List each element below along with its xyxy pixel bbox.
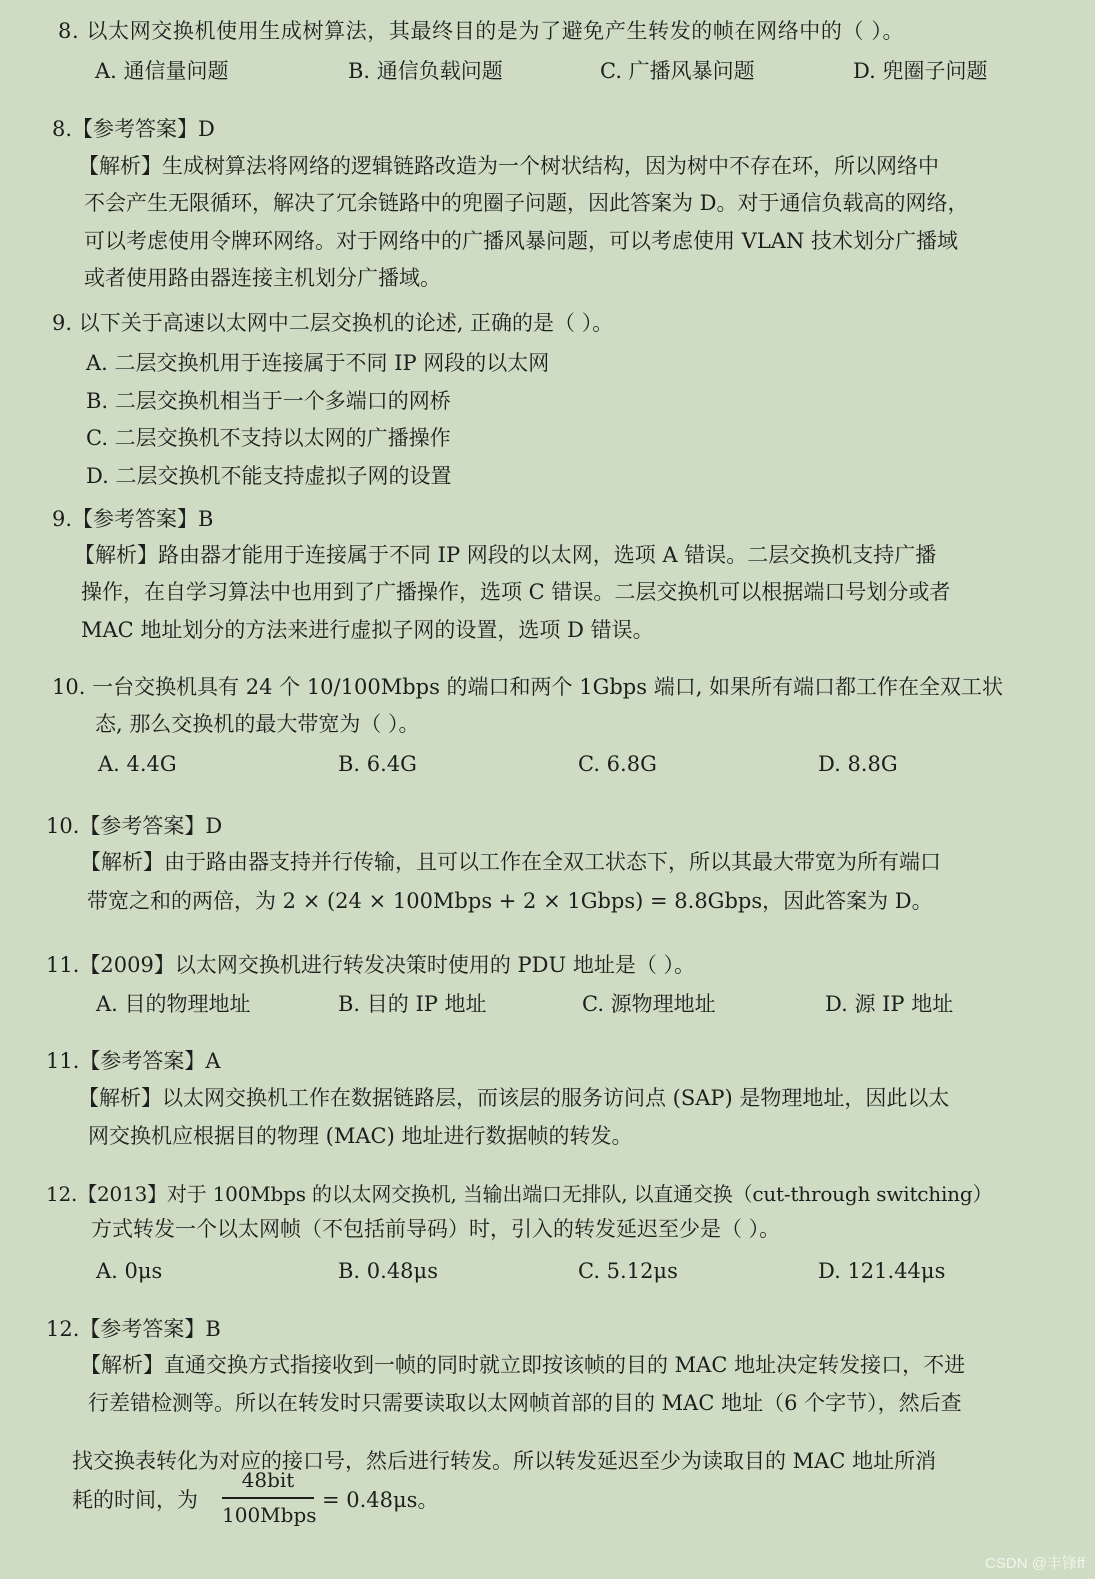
q12-option-b: B. 0.48μs [338,1259,438,1283]
q8-option-d: D. 兜圈子问题 [853,59,988,83]
a8-explanation-line: 不会产生无限循环，解决了冗余链路中的兜圈子问题，因此答案为 D。对于通信负载高的网络， [84,191,969,215]
fraction-numerator: 48bit [241,1468,295,1492]
a8-explanation-line: 可以考虑使用令牌环网络。对于网络中的广播风暴问题，可以考虑使用 VLAN 技术划分广播域 [84,229,958,253]
q9-option-a: A. 二层交换机用于连接属于不同 IP 网段的以太网 [86,351,550,375]
a10-explanation-line: 带宽之和的两倍，为 2 × (24 × 100Mbps + 2 × 1Gbps) = 8.8Gbps，因此答案为 D。 [87,889,933,913]
a12-formula-result: = 0.48μs。 [322,1488,439,1512]
watermark: CSDN @丰锋ff [985,1555,1085,1572]
a9-explanation-line: MAC 地址划分的方法来进行虚拟子网的设置，选项 D 错误。 [81,618,654,642]
a9-explanation-line: 操作，在自学习算法中也用到了广播操作，选项 C 错误。二层交换机可以根据端口号划分或者 [81,580,951,604]
q12-stem-line: 12.【2013】对于 100Mbps 的以太网交换机, 当输出端口无排队, 以直通交换（cut-through switching） [46,1182,993,1206]
a12-explanation-line: 找交换表转化为对应的接口号，然后进行转发。所以转发延迟至少为读取目的 MAC 地址所消 [72,1449,937,1473]
q10-option-b: B. 6.4G [338,752,417,776]
q12-option-c: C. 5.12μs [578,1259,678,1283]
q12-option-a: A. 0μs [96,1259,163,1283]
q10-option-c: C. 6.8G [578,752,657,776]
a11-answer-heading: 11.【参考答案】A [46,1049,221,1073]
a8-explanation-line: 或者使用路由器连接主机划分广播域。 [84,266,441,290]
q12-stem-line: 方式转发一个以太网帧（不包括前导码）时，引入的转发延迟至少是（ ）。 [91,1217,781,1241]
a12-explanation-line: 行差错检测等。所以在转发时只需要读取以太网帧首部的目的 MAC 地址（6 个字节），然后查 [88,1391,962,1415]
q11-stem: 11.【2009】以太网交换机进行转发决策时使用的 PDU 地址是（ ）。 [46,953,696,977]
q8-option-c: C. 广播风暴问题 [600,59,755,83]
q10-stem-line: 态, 那么交换机的最大带宽为（ ）。 [95,712,420,736]
fraction-bar [222,1497,314,1499]
q12-option-d: D. 121.44μs [818,1259,946,1283]
a11-explanation-line: 网交换机应根据目的物理 (MAC) 地址进行数据帧的转发。 [88,1124,633,1148]
q8-option-b: B. 通信负载问题 [348,59,503,83]
q10-stem-line: 10. 一台交换机具有 24 个 10/100Mbps 的端口和两个 1Gbps 端口, 如果所有端口都工作在全双工状 [52,675,1004,699]
a9-answer-heading: 9.【参考答案】B [52,507,214,531]
a11-explanation-line: 【解析】以太网交换机工作在数据链路层，而该层的服务访问点 (SAP) 是物理地址，因此以太 [78,1086,950,1110]
q11-option-a: A. 目的物理地址 [96,992,251,1016]
q8-option-a: A. 通信量问题 [95,59,229,83]
a10-explanation-line: 【解析】由于路由器支持并行传输，且可以工作在全双工状态下，所以其最大带宽为所有端口 [80,850,941,874]
q8-stem: 8. 以太网交换机使用生成树算法，其最终目的是为了避免产生转发的帧在网络中的（ ）。 [58,19,905,43]
q11-option-b: B. 目的 IP 地址 [338,992,487,1016]
a8-answer-heading: 8.【参考答案】D [52,117,215,141]
q9-option-b: B. 二层交换机相当于一个多端口的网桥 [86,389,451,413]
a12-formula-prefix: 耗的时间，为 [72,1488,198,1512]
q10-option-a: A. 4.4G [98,752,177,776]
q9-option-c: C. 二层交换机不支持以太网的广播操作 [86,426,451,450]
a9-explanation-line: 【解析】路由器才能用于连接属于不同 IP 网段的以太网，选项 A 错误。二层交换机支持广播 [74,543,937,567]
a12-explanation-line: 【解析】直通交换方式指接收到一帧的同时就立即按该帧的目的 MAC 地址决定转发接口，不进 [80,1353,966,1377]
q9-option-d: D. 二层交换机不能支持虚拟子网的设置 [86,464,452,488]
a12-answer-heading: 12.【参考答案】B [46,1317,221,1341]
a8-explanation-line: 【解析】生成树算法将网络的逻辑链路改造为一个树状结构，因为树中不存在环，所以网络中 [78,154,939,178]
q11-option-d: D. 源 IP 地址 [825,992,954,1016]
q9-stem: 9. 以下关于高速以太网中二层交换机的论述, 正确的是（ ）。 [52,311,614,335]
q10-option-d: D. 8.8G [818,752,898,776]
a10-answer-heading: 10.【参考答案】D [46,814,223,838]
fraction-denominator: 100Mbps [222,1503,317,1527]
q11-option-c: C. 源物理地址 [582,992,716,1016]
